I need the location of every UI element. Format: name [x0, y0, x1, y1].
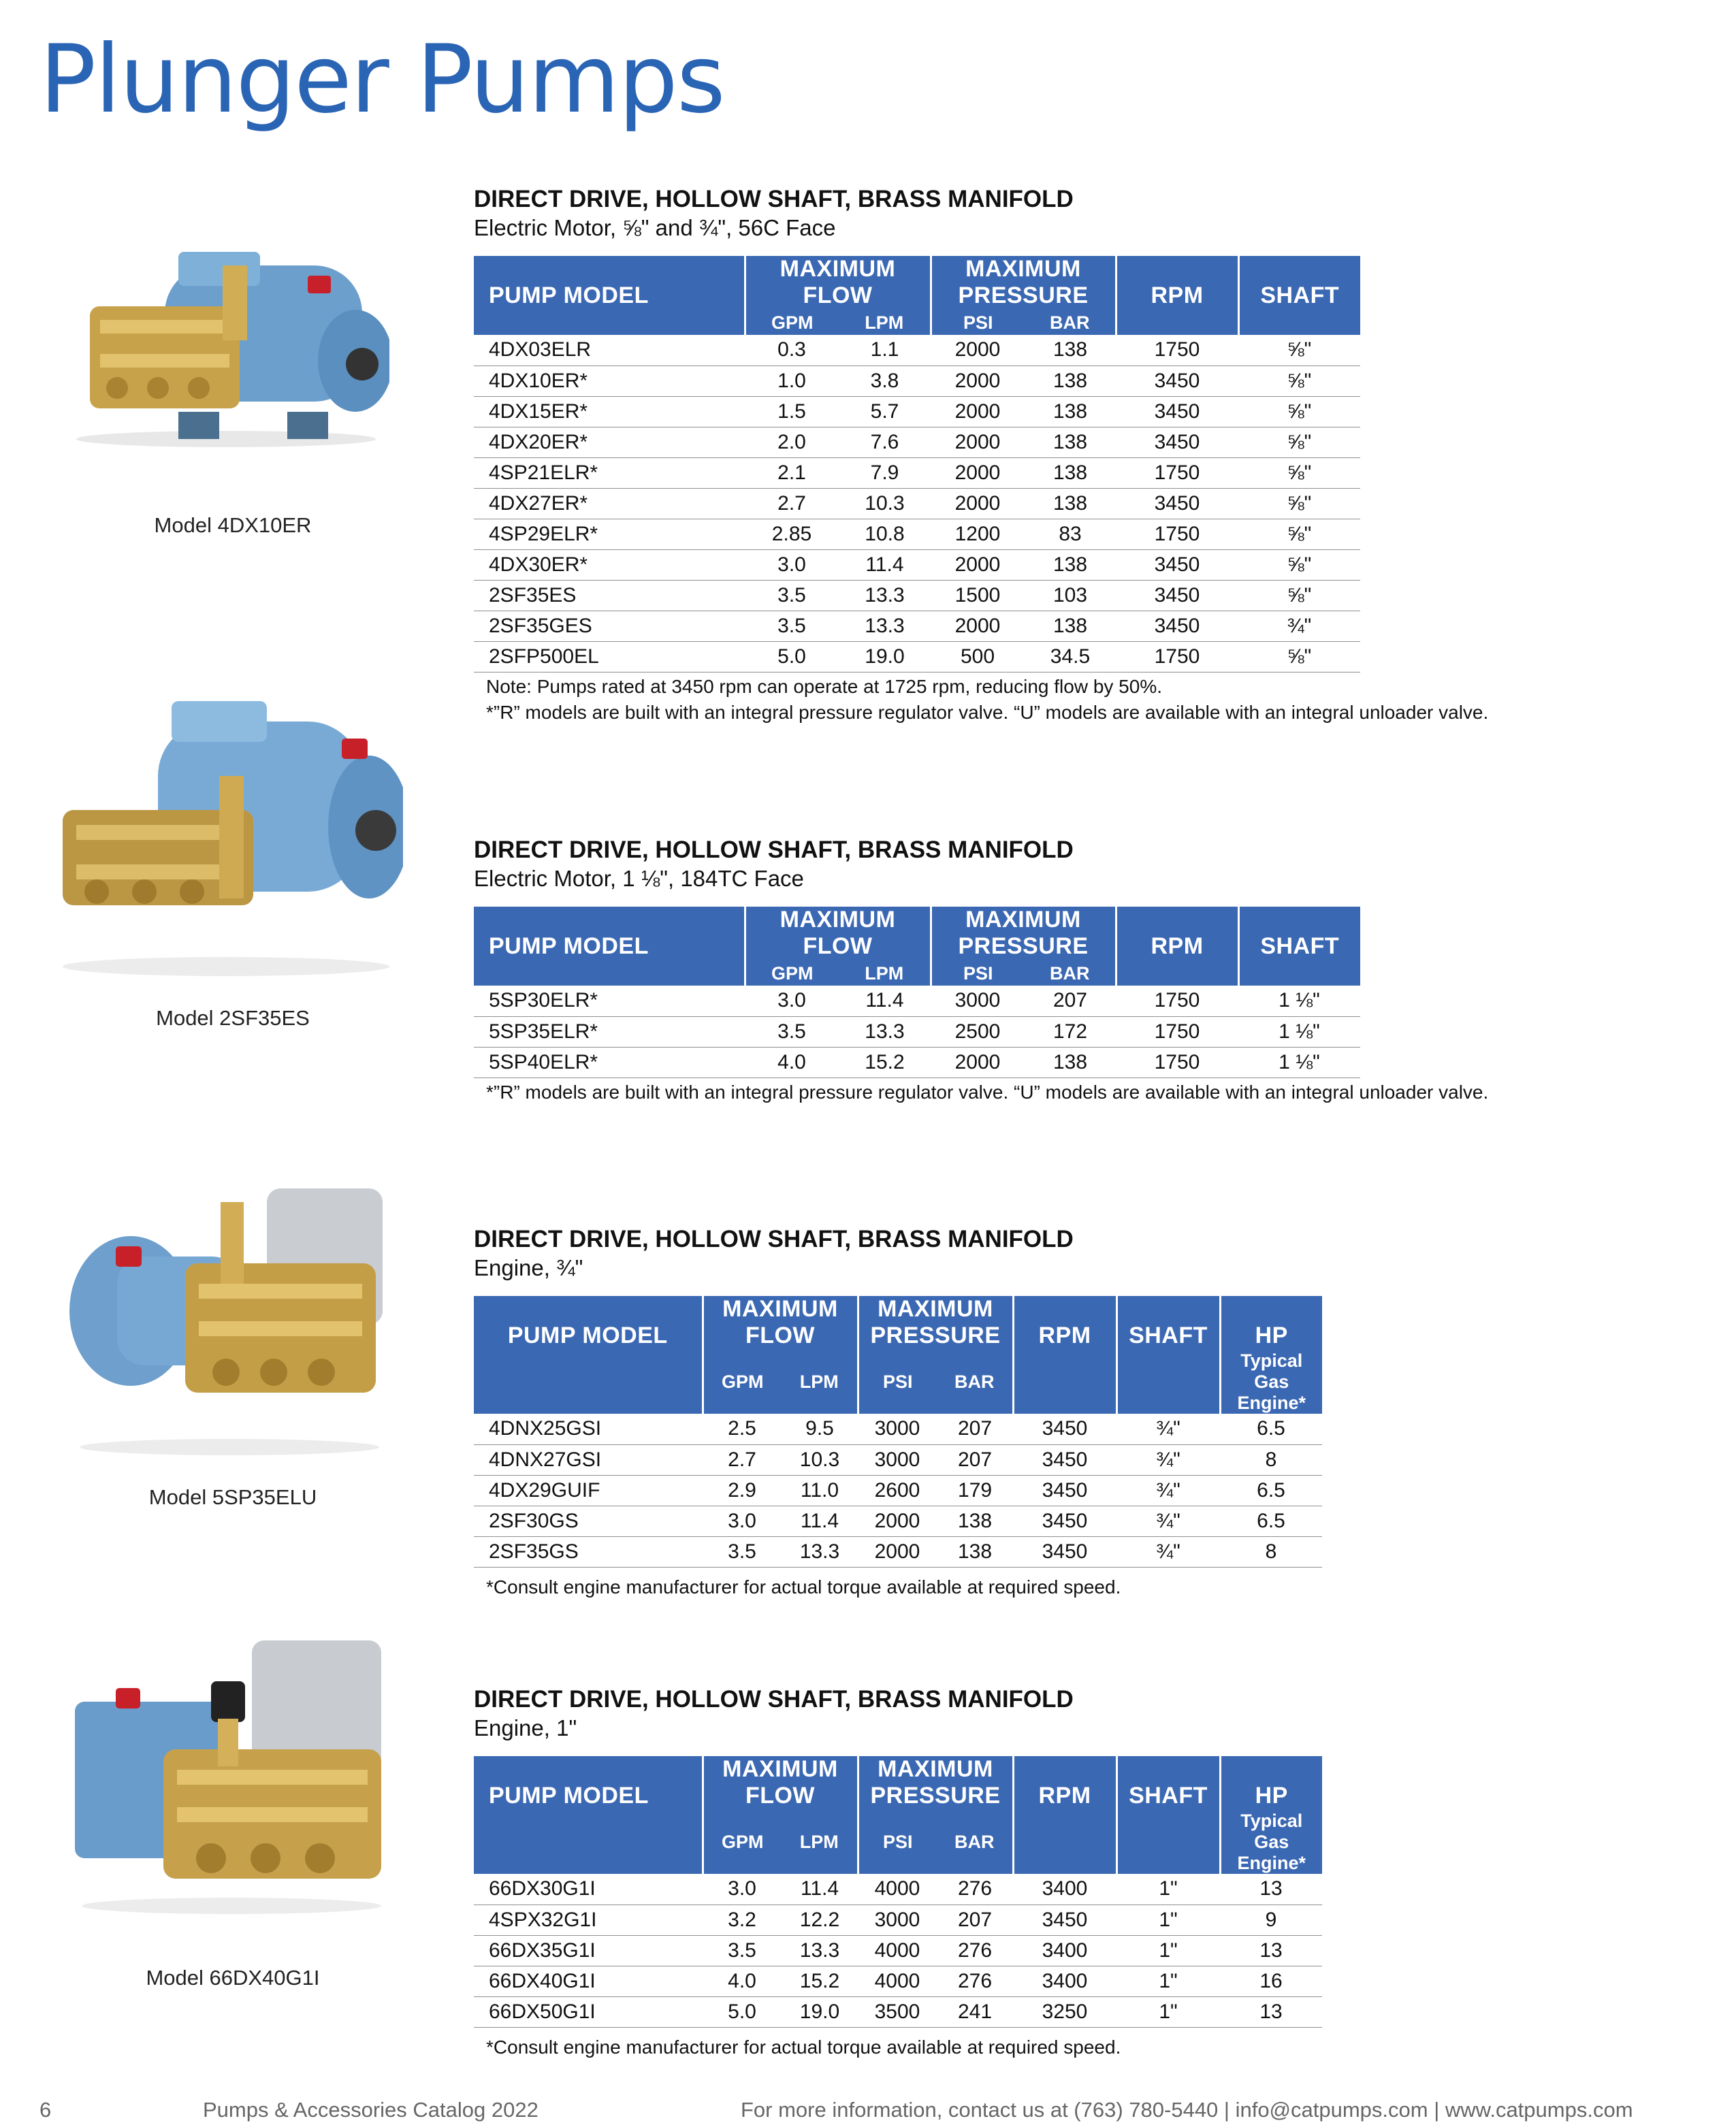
table-row: [474, 366, 1360, 396]
spec-cell: 3400: [1013, 1935, 1116, 1966]
header-max-pressure: MAXIMUM PRESSURE: [858, 1756, 1013, 1811]
spec-cell: 3450: [1116, 611, 1238, 641]
spec-cell: 11.0: [782, 1475, 858, 1506]
pump-model-cell: 4SPX32G1I: [474, 1905, 703, 1935]
header-shaft: SHAFT: [1238, 256, 1360, 310]
spec-cell: 2.9: [703, 1475, 782, 1506]
header-max-flow: MAXIMUM FLOW: [745, 907, 931, 961]
table-row: [474, 396, 1360, 427]
header-lpm: LPM: [839, 310, 931, 335]
header-pump-model: PUMP MODEL: [474, 1296, 703, 1350]
spec-cell: 3450: [1013, 1905, 1116, 1935]
table-row: [474, 1016, 1360, 1047]
pump-photo-5sp35elu: [63, 1175, 396, 1461]
spec-cell: 4000: [858, 1874, 937, 1905]
section-title: DIRECT DRIVE, HOLLOW SHAFT, BRASS MANIFOLD: [474, 186, 1074, 212]
spec-cell: 6.5: [1220, 1475, 1322, 1506]
spec-cell: 2.85: [745, 519, 839, 549]
section-subtitle: Engine, 1": [474, 1715, 577, 1740]
spec-cell: 2000: [931, 1047, 1025, 1077]
spec-cell: 13: [1220, 1874, 1322, 1905]
spec-cell: 2000: [931, 335, 1025, 366]
header-rpm: RPM: [1013, 1756, 1116, 1811]
spec-cell: 3.8: [839, 366, 931, 396]
spec-cell: ⅝": [1238, 335, 1360, 366]
table-row: [474, 611, 1360, 641]
table-row: [474, 1475, 1322, 1506]
pump-model-cell: 4DX27ER*: [474, 488, 745, 519]
pump-model-cell: 66DX50G1I: [474, 1996, 703, 2027]
spec-cell: 13.3: [839, 580, 931, 611]
spec-cell: 2500: [931, 1016, 1025, 1047]
header-shaft: SHAFT: [1116, 1756, 1220, 1811]
spec-cell: 9.5: [782, 1414, 858, 1444]
spec-cell: 2.0: [745, 427, 839, 457]
header-gpm: GPM: [703, 1350, 782, 1414]
spec-cell: 2000: [931, 549, 1025, 580]
header-max-flow: MAXIMUM FLOW: [703, 1756, 858, 1811]
spec-cell: 83: [1025, 519, 1116, 549]
spec-cell: 3400: [1013, 1966, 1116, 1996]
spec-cell: 4.0: [703, 1966, 782, 1996]
spec-cell: 13: [1220, 1996, 1322, 2027]
spec-cell: 19.0: [839, 641, 931, 672]
spec-cell: 1200: [931, 519, 1025, 549]
spec-cell: 3.0: [745, 549, 839, 580]
spec-cell: 3450: [1116, 396, 1238, 427]
spec-cell: 2000: [931, 427, 1025, 457]
spec-cell: 2.7: [703, 1444, 782, 1475]
spec-cell: 138: [1025, 396, 1116, 427]
table-row: [474, 1874, 1322, 1905]
spec-cell: 5.0: [745, 641, 839, 672]
spec-cell: 5.7: [839, 396, 931, 427]
spec-cell: ⅝": [1238, 457, 1360, 488]
spec-cell: 172: [1025, 1016, 1116, 1047]
spec-cell: 13: [1220, 1935, 1322, 1966]
spec-cell: 11.4: [839, 986, 931, 1016]
spec-cell: 4000: [858, 1935, 937, 1966]
header-gpm: GPM: [745, 961, 839, 986]
spec-cell: 1750: [1116, 986, 1238, 1016]
spec-cell: 13.3: [839, 611, 931, 641]
spec-cell: 138: [937, 1536, 1013, 1567]
spec-cell: 8: [1220, 1536, 1322, 1567]
section-title: DIRECT DRIVE, HOLLOW SHAFT, BRASS MANIFOLD: [474, 837, 1074, 863]
spec-cell: 3.5: [703, 1935, 782, 1966]
spec-table: [474, 256, 1360, 672]
table-row: [474, 1047, 1360, 1077]
spec-cell: 3450: [1116, 580, 1238, 611]
spec-cell: 2.1: [745, 457, 839, 488]
spec-cell: 138: [1025, 457, 1116, 488]
table-note: *”R” models are built with an integral pressure regulator valve. “U” models are available with an integral unloader valve.: [486, 701, 1489, 723]
footer-page-number: 6: [39, 2098, 52, 2122]
header-hp-sub: Typical Gas Engine*: [1220, 1811, 1322, 1874]
spec-cell: 1": [1116, 1996, 1220, 2027]
spec-cell: 138: [1025, 335, 1116, 366]
pump-model-cell: 4DX20ER*: [474, 427, 745, 457]
header-gpm: GPM: [745, 310, 839, 335]
pump-model-cell: 4DNX25GSI: [474, 1414, 703, 1444]
spec-cell: 1750: [1116, 641, 1238, 672]
header-gpm: GPM: [703, 1811, 782, 1874]
spec-cell: 2000: [931, 396, 1025, 427]
spec-cell: 138: [1025, 427, 1116, 457]
header-pump-model: PUMP MODEL: [474, 907, 745, 961]
pump-model-cell: 66DX30G1I: [474, 1874, 703, 1905]
spec-cell: 11.4: [782, 1874, 858, 1905]
spec-cell: 4.0: [745, 1047, 839, 1077]
header-max-pressure: MAXIMUM PRESSURE: [931, 256, 1116, 310]
spec-cell: 1": [1116, 1905, 1220, 1935]
pump-model-cell: 66DX35G1I: [474, 1935, 703, 1966]
spec-cell: 276: [937, 1935, 1013, 1966]
spec-cell: ¾": [1116, 1536, 1220, 1567]
spec-cell: 15.2: [839, 1047, 931, 1077]
spec-cell: 276: [937, 1874, 1013, 1905]
photo-caption-2: Model 2SF35ES: [156, 1006, 310, 1030]
table-row: [474, 549, 1360, 580]
spec-cell: 11.4: [839, 549, 931, 580]
pump-model-cell: 2SF35GES: [474, 611, 745, 641]
spec-cell: 3450: [1116, 488, 1238, 519]
spec-cell: 2000: [931, 366, 1025, 396]
table-row: [474, 457, 1360, 488]
spec-cell: 3.5: [703, 1536, 782, 1567]
table-note: *Consult engine manufacturer for actual torque available at required speed.: [486, 2036, 1121, 2058]
spec-cell: 2.5: [703, 1414, 782, 1444]
spec-table: [474, 1756, 1322, 2028]
header-lpm: LPM: [782, 1350, 858, 1414]
spec-cell: 3450: [1116, 427, 1238, 457]
spec-cell: ⅝": [1238, 549, 1360, 580]
spec-cell: 1": [1116, 1966, 1220, 1996]
spec-cell: 3450: [1013, 1444, 1116, 1475]
spec-cell: 1750: [1116, 1047, 1238, 1077]
header-rpm: RPM: [1116, 256, 1238, 310]
spec-cell: 4000: [858, 1966, 937, 1996]
spec-cell: ⅝": [1238, 488, 1360, 519]
spec-cell: 3450: [1013, 1475, 1116, 1506]
spec-cell: 207: [937, 1905, 1013, 1935]
table-row: [474, 1444, 1322, 1475]
spec-cell: 6.5: [1220, 1414, 1322, 1444]
footer-catalog-name: Pumps & Accessories Catalog 2022: [203, 2098, 539, 2122]
pump-model-cell: 4DX03ELR: [474, 335, 745, 366]
table-row: [474, 335, 1360, 366]
spec-cell: 6.5: [1220, 1506, 1322, 1536]
spec-cell: ¾": [1116, 1444, 1220, 1475]
spec-cell: 207: [1025, 986, 1116, 1016]
spec-cell: 3000: [858, 1905, 937, 1935]
spec-cell: 3.5: [745, 611, 839, 641]
table-row: [474, 1996, 1322, 2027]
pump-model-cell: 4DX10ER*: [474, 366, 745, 396]
spec-cell: 15.2: [782, 1966, 858, 1996]
spec-cell: 13.3: [782, 1935, 858, 1966]
spec-cell: 10.3: [839, 488, 931, 519]
spec-cell: 2000: [858, 1506, 937, 1536]
spec-cell: 2000: [931, 457, 1025, 488]
header-max-flow: MAXIMUM FLOW: [745, 256, 931, 310]
section-56c-face: [474, 185, 1488, 726]
spec-cell: 7.9: [839, 457, 931, 488]
spec-cell: 1750: [1116, 519, 1238, 549]
spec-cell: 3450: [1013, 1536, 1116, 1567]
section-subtitle: Electric Motor, ⅝" and ¾", 56C Face: [474, 215, 836, 240]
table-row: [474, 427, 1360, 457]
section-subtitle: Engine, ¾": [474, 1255, 583, 1280]
photo-caption-1: Model 4DX10ER: [154, 513, 312, 537]
spec-cell: 3450: [1013, 1414, 1116, 1444]
spec-cell: 138: [1025, 366, 1116, 396]
table-row: [474, 641, 1360, 672]
header-lpm: LPM: [782, 1811, 858, 1874]
spec-cell: 500: [931, 641, 1025, 672]
spec-cell: 3450: [1013, 1506, 1116, 1536]
header-lpm: LPM: [839, 961, 931, 986]
spec-cell: 7.6: [839, 427, 931, 457]
spec-cell: 11.4: [782, 1506, 858, 1536]
spec-cell: 8: [1220, 1444, 1322, 1475]
spec-cell: ¾": [1116, 1475, 1220, 1506]
table-row: [474, 1905, 1322, 1935]
header-psi: PSI: [931, 310, 1025, 335]
header-bar: BAR: [937, 1811, 1013, 1874]
section-title: DIRECT DRIVE, HOLLOW SHAFT, BRASS MANIFOLD: [474, 1686, 1074, 1713]
table-row: [474, 488, 1360, 519]
pump-model-cell: 4SP21ELR*: [474, 457, 745, 488]
header-max-pressure: MAXIMUM PRESSURE: [931, 907, 1116, 961]
header-max-pressure: MAXIMUM PRESSURE: [858, 1296, 1013, 1350]
table-row: [474, 1966, 1322, 1996]
header-bar: BAR: [1025, 310, 1116, 335]
spec-cell: 138: [1025, 611, 1116, 641]
pump-model-cell: 4DNX27GSI: [474, 1444, 703, 1475]
spec-cell: 276: [937, 1966, 1013, 1996]
table-row: [474, 519, 1360, 549]
spec-cell: 12.2: [782, 1905, 858, 1935]
spec-cell: 3.2: [703, 1905, 782, 1935]
section-subtitle: Electric Motor, 1 ⅛", 184TC Face: [474, 866, 804, 891]
spec-cell: 3000: [858, 1444, 937, 1475]
spec-cell: ⅝": [1238, 366, 1360, 396]
spec-cell: 1.5: [745, 396, 839, 427]
pump-model-cell: 4DX15ER*: [474, 396, 745, 427]
header-max-flow: MAXIMUM FLOW: [703, 1296, 858, 1350]
spec-cell: 2000: [931, 488, 1025, 519]
spec-cell: 1 ⅛": [1238, 986, 1360, 1016]
pump-model-cell: 5SP40ELR*: [474, 1047, 745, 1077]
table-note: *Consult engine manufacturer for actual torque available at required speed.: [486, 1576, 1121, 1598]
spec-cell: 2000: [931, 611, 1025, 641]
header-hp: HP: [1220, 1296, 1322, 1350]
spec-cell: 207: [937, 1444, 1013, 1475]
header-shaft: SHAFT: [1116, 1296, 1220, 1350]
spec-cell: 3.5: [745, 580, 839, 611]
spec-cell: 1 ⅛": [1238, 1016, 1360, 1047]
spec-cell: 3400: [1013, 1874, 1116, 1905]
spec-cell: 1750: [1116, 1016, 1238, 1047]
header-shaft: SHAFT: [1238, 907, 1360, 961]
spec-cell: 138: [1025, 549, 1116, 580]
spec-cell: 2000: [858, 1536, 937, 1567]
pump-photo-2sf35es: [49, 674, 403, 987]
spec-cell: 3000: [931, 986, 1025, 1016]
section-engine-one-inch: [474, 1685, 1322, 2060]
spec-cell: ¾": [1116, 1506, 1220, 1536]
spec-cell: 1750: [1116, 457, 1238, 488]
spec-cell: 10.8: [839, 519, 931, 549]
header-hp-sub: Typical Gas Engine*: [1220, 1350, 1322, 1414]
spec-cell: 103: [1025, 580, 1116, 611]
pump-model-cell: 4DX30ER*: [474, 549, 745, 580]
header-psi: PSI: [858, 1350, 937, 1414]
header-psi: PSI: [931, 961, 1025, 986]
spec-cell: ¾": [1116, 1414, 1220, 1444]
spec-cell: 2600: [858, 1475, 937, 1506]
footer-contact: For more information, contact us at (763) 780-5440 | info@catpumps.com | www.catpumps.com: [741, 2098, 1633, 2122]
header-pump-model: PUMP MODEL: [474, 256, 745, 310]
table-row: [474, 986, 1360, 1016]
spec-cell: 207: [937, 1414, 1013, 1444]
table-row: [474, 1506, 1322, 1536]
header-bar: BAR: [1025, 961, 1116, 986]
header-rpm: RPM: [1013, 1296, 1116, 1350]
header-rpm: RPM: [1116, 907, 1238, 961]
spec-cell: 179: [937, 1475, 1013, 1506]
spec-cell: 16: [1220, 1966, 1322, 1996]
pump-model-cell: 4DX29GUIF: [474, 1475, 703, 1506]
pump-model-cell: 2SFP500EL: [474, 641, 745, 672]
table-row: [474, 1536, 1322, 1567]
spec-cell: 0.3: [745, 335, 839, 366]
spec-cell: 138: [937, 1506, 1013, 1536]
spec-cell: 138: [1025, 1047, 1116, 1077]
pump-model-cell: 5SP35ELR*: [474, 1016, 745, 1047]
header-bar: BAR: [937, 1350, 1013, 1414]
spec-cell: 1750: [1116, 335, 1238, 366]
spec-cell: 1": [1116, 1874, 1220, 1905]
section-title: DIRECT DRIVE, HOLLOW SHAFT, BRASS MANIFOLD: [474, 1226, 1074, 1252]
header-hp: HP: [1220, 1756, 1322, 1811]
spec-cell: 3450: [1116, 549, 1238, 580]
spec-cell: 13.3: [782, 1536, 858, 1567]
spec-cell: 1.0: [745, 366, 839, 396]
spec-cell: 1 ⅛": [1238, 1047, 1360, 1077]
pump-model-cell: 5SP30ELR*: [474, 986, 745, 1016]
spec-cell: 1.1: [839, 335, 931, 366]
table-note: Note: Pumps rated at 3450 rpm can operate at 1725 rpm, reducing flow by 50%.: [486, 675, 1163, 697]
spec-cell: 138: [1025, 488, 1116, 519]
spec-cell: ⅝": [1238, 580, 1360, 611]
spec-cell: 3000: [858, 1414, 937, 1444]
table-note: *”R” models are built with an integral pressure regulator valve. “U” models are available with an integral unloader valve.: [486, 1081, 1489, 1103]
page-title: Plunger Pumps: [39, 25, 724, 134]
spec-cell: ⅝": [1238, 641, 1360, 672]
spec-cell: 2.7: [745, 488, 839, 519]
spec-cell: 3500: [858, 1996, 937, 2027]
pump-model-cell: 66DX40G1I: [474, 1966, 703, 1996]
spec-cell: 3.0: [745, 986, 839, 1016]
table-row: [474, 1935, 1322, 1966]
pump-model-cell: 2SF35GS: [474, 1536, 703, 1567]
spec-cell: ⅝": [1238, 427, 1360, 457]
spec-cell: 1500: [931, 580, 1025, 611]
spec-cell: 13.3: [839, 1016, 931, 1047]
spec-cell: 5.0: [703, 1996, 782, 2027]
pump-model-cell: 2SF30GS: [474, 1506, 703, 1536]
header-pump-model: PUMP MODEL: [474, 1756, 703, 1811]
spec-cell: 3.0: [703, 1874, 782, 1905]
spec-cell: 1": [1116, 1935, 1220, 1966]
table-row: [474, 580, 1360, 611]
spec-cell: 19.0: [782, 1996, 858, 2027]
spec-cell: 241: [937, 1996, 1013, 2027]
section-engine-three-quarter: [474, 1225, 1322, 1600]
spec-cell: 10.3: [782, 1444, 858, 1475]
header-psi: PSI: [858, 1811, 937, 1874]
spec-cell: ⅝": [1238, 519, 1360, 549]
spec-table: [474, 907, 1360, 1078]
spec-table: [474, 1296, 1322, 1568]
spec-cell: 34.5: [1025, 641, 1116, 672]
spec-cell: 3250: [1013, 1996, 1116, 2027]
pump-model-cell: 4SP29ELR*: [474, 519, 745, 549]
spec-cell: 3.0: [703, 1506, 782, 1536]
pump-model-cell: 2SF35ES: [474, 580, 745, 611]
spec-cell: 9: [1220, 1905, 1322, 1935]
pump-photo-4dx10er: [63, 245, 389, 449]
spec-cell: ⅝": [1238, 396, 1360, 427]
photo-caption-4: Model 66DX40G1I: [146, 1966, 320, 1990]
pump-photo-66dx40g1i: [68, 1634, 395, 1919]
photo-caption-3: Model 5SP35ELU: [148, 1485, 317, 1509]
section-184tc-face: [474, 836, 1488, 1105]
spec-cell: ¾": [1238, 611, 1360, 641]
spec-cell: 3450: [1116, 366, 1238, 396]
spec-cell: 3.5: [745, 1016, 839, 1047]
table-row: [474, 1414, 1322, 1444]
